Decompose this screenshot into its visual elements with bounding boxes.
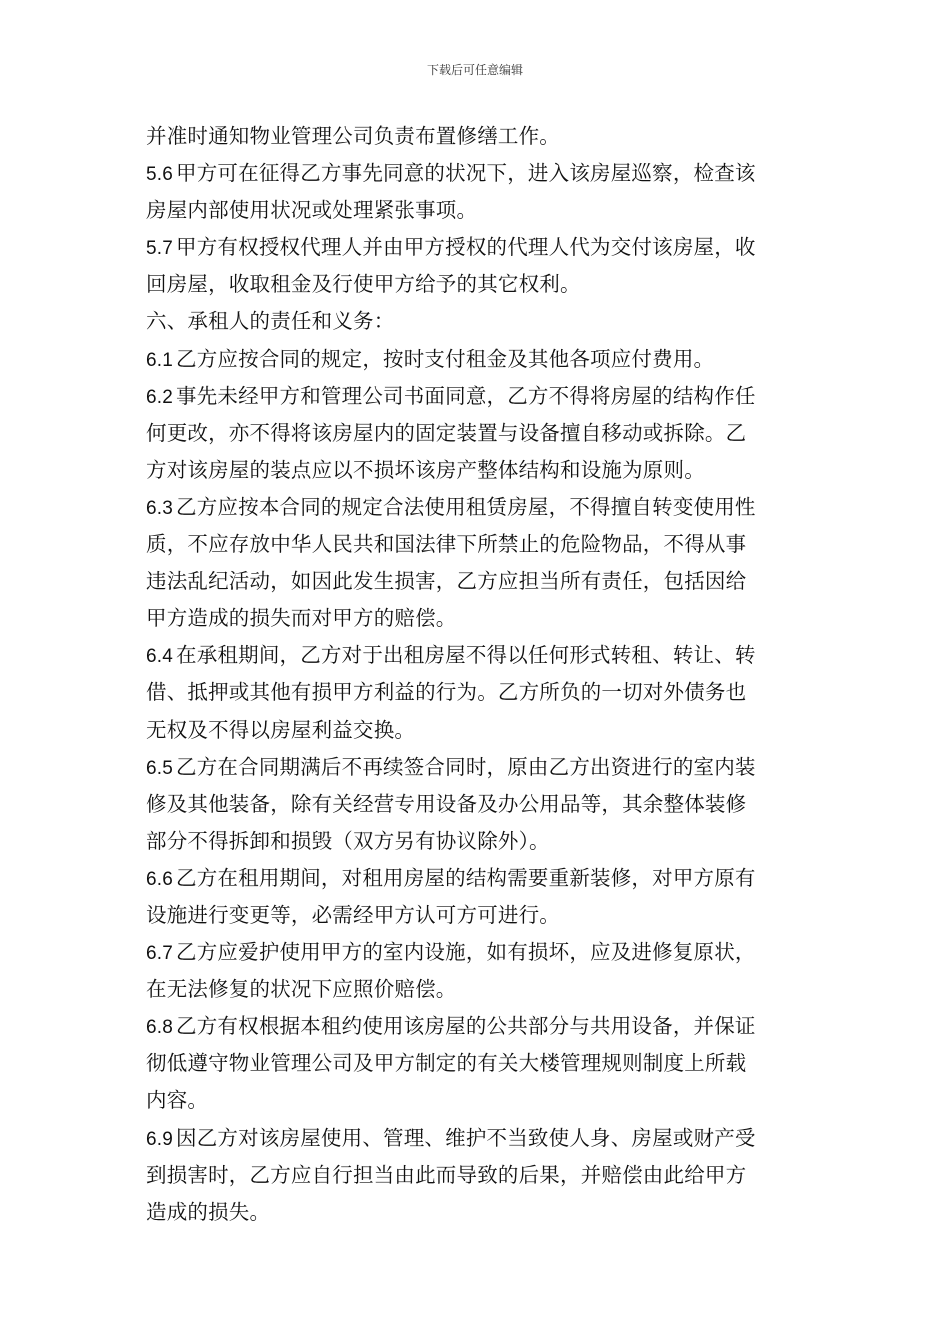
text-line xyxy=(146,229,810,266)
text-line xyxy=(146,415,810,452)
line-text: 无权及不得以房屋利益交换。 xyxy=(146,717,416,742)
clause-number: 6.1 xyxy=(146,349,174,371)
text-line xyxy=(146,192,810,229)
line-text: 事先未经甲方和管理公司书面同意，乙方不得将房屋的结构作任 xyxy=(176,383,756,408)
text-line xyxy=(146,674,810,711)
line-text: 乙方应按本合同的规定合法使用租赁房屋，不得擅自转变使用性 xyxy=(176,494,756,519)
line-text: 乙方应爱护使用甲方的室内设施，如有损坏，应及进修复原状， xyxy=(176,940,756,965)
line-text: 在承租期间，乙方对于出租房屋不得以任何形式转租、转让、转 xyxy=(176,643,756,668)
clause-number: 6.8 xyxy=(146,1017,174,1039)
clause-number: 6.7 xyxy=(146,943,174,965)
line-text: 乙方应按合同的规定，按时支付租金及其他各项应付费用。 xyxy=(176,346,715,371)
text-line xyxy=(146,341,810,378)
line-text: 乙方在合同期满后不再续签合同时，原由乙方出资进行的室内装 xyxy=(176,754,756,779)
line-text: 到损害时，乙方应自行担当由此而导致的后果，并赔偿由此给甲方 xyxy=(146,1162,747,1187)
line-text: 并准时通知物业管理公司负责布置修缮工作。 xyxy=(146,124,560,148)
line-text: 乙方在租用期间，对租用房屋的结构需要重新装修，对甲方原有 xyxy=(176,865,756,890)
line-text: 违法乱纪活动，如因此发生损害，乙方应担当所有责任，包括因给 xyxy=(146,569,747,594)
clause-number: 6.6 xyxy=(146,868,174,890)
text-line xyxy=(146,860,810,897)
text-line xyxy=(146,823,810,860)
line-text: 彻低遵守物业管理公司及甲方制定的有关大楼管理规则制度上所载 xyxy=(146,1051,747,1076)
text-line xyxy=(146,1045,810,1082)
text-line xyxy=(146,1008,810,1045)
text-line xyxy=(146,118,810,155)
document-body xyxy=(146,118,810,1231)
text-line xyxy=(146,749,810,786)
clause-number: 5.6 xyxy=(146,164,174,186)
text-line xyxy=(146,303,810,340)
text-line xyxy=(146,712,810,749)
line-text: 修及其他装备，除有关经营专用设备及办公用品等，其余整体装修 xyxy=(146,791,747,816)
line-text: 在无法修复的状况下应照价赔偿。 xyxy=(146,977,457,1002)
clause-number: 6.4 xyxy=(146,646,174,668)
text-line xyxy=(146,266,810,303)
line-text: 部分不得拆卸和损毁（双方另有协议除外）。 xyxy=(146,828,550,853)
page-header: 下载后可任意编辑 xyxy=(426,63,523,77)
line-text: 乙方有权根据本租约使用该房屋的公共部分与共用设备，并保证 xyxy=(176,1014,756,1039)
text-line xyxy=(146,934,810,971)
clause-number: 6.5 xyxy=(146,757,174,779)
text-line xyxy=(146,600,810,637)
line-text: 内容。 xyxy=(146,1088,209,1113)
text-line xyxy=(146,1120,810,1157)
text-line xyxy=(146,452,810,489)
text-line xyxy=(146,897,810,934)
line-text: 六、承租人的责任和义务： xyxy=(146,309,395,334)
line-text: 造成的损失。 xyxy=(146,1199,271,1224)
line-text: 何更改，亦不得将该房屋内的固定装置与设备擅自移动或拆除。乙 xyxy=(146,420,747,445)
text-line xyxy=(146,1082,810,1119)
line-text: 设施进行变更等，必需经甲方认可方可进行。 xyxy=(146,902,560,927)
line-text: 借、抵押或其他有损甲方利益的行为。乙方所负的一切对外债务也 xyxy=(146,680,747,705)
text-line xyxy=(146,563,810,600)
line-text: 甲方有权授权代理人并由甲方授权的代理人代为交付该房屋，收 xyxy=(176,235,756,260)
text-line xyxy=(146,155,810,192)
line-text: 因乙方对该房屋使用、管理、维护不当致使人身、房屋或财产受 xyxy=(176,1125,756,1150)
clause-number: 5.7 xyxy=(146,238,174,260)
clause-number: 6.3 xyxy=(146,497,174,519)
line-text: 房屋内部使用状况或处理紧张事项。 xyxy=(146,198,478,223)
line-text: 回房屋，收取租金及行使甲方给予的其它权利。 xyxy=(146,272,581,297)
text-line xyxy=(146,971,810,1008)
text-line xyxy=(146,1194,810,1231)
line-text: 质，不应存放中华人民共和国法律下所禁止的危险物品，不得从事 xyxy=(146,532,747,557)
line-text: 甲方可在征得乙方事先同意的状况下，进入该房屋巡察，检查该 xyxy=(176,161,756,186)
clause-number: 6.2 xyxy=(146,386,174,408)
text-line xyxy=(146,786,810,823)
line-text: 甲方造成的损失而对甲方的赔偿。 xyxy=(146,606,457,631)
text-line xyxy=(146,637,810,674)
line-text: 方对该房屋的装点应以不损坏该房产整体结构和设施为原则。 xyxy=(146,457,705,482)
clause-number: 6.9 xyxy=(146,1128,174,1150)
text-line xyxy=(146,489,810,526)
text-line xyxy=(146,378,810,415)
text-line xyxy=(146,526,810,563)
text-line xyxy=(146,1157,810,1194)
